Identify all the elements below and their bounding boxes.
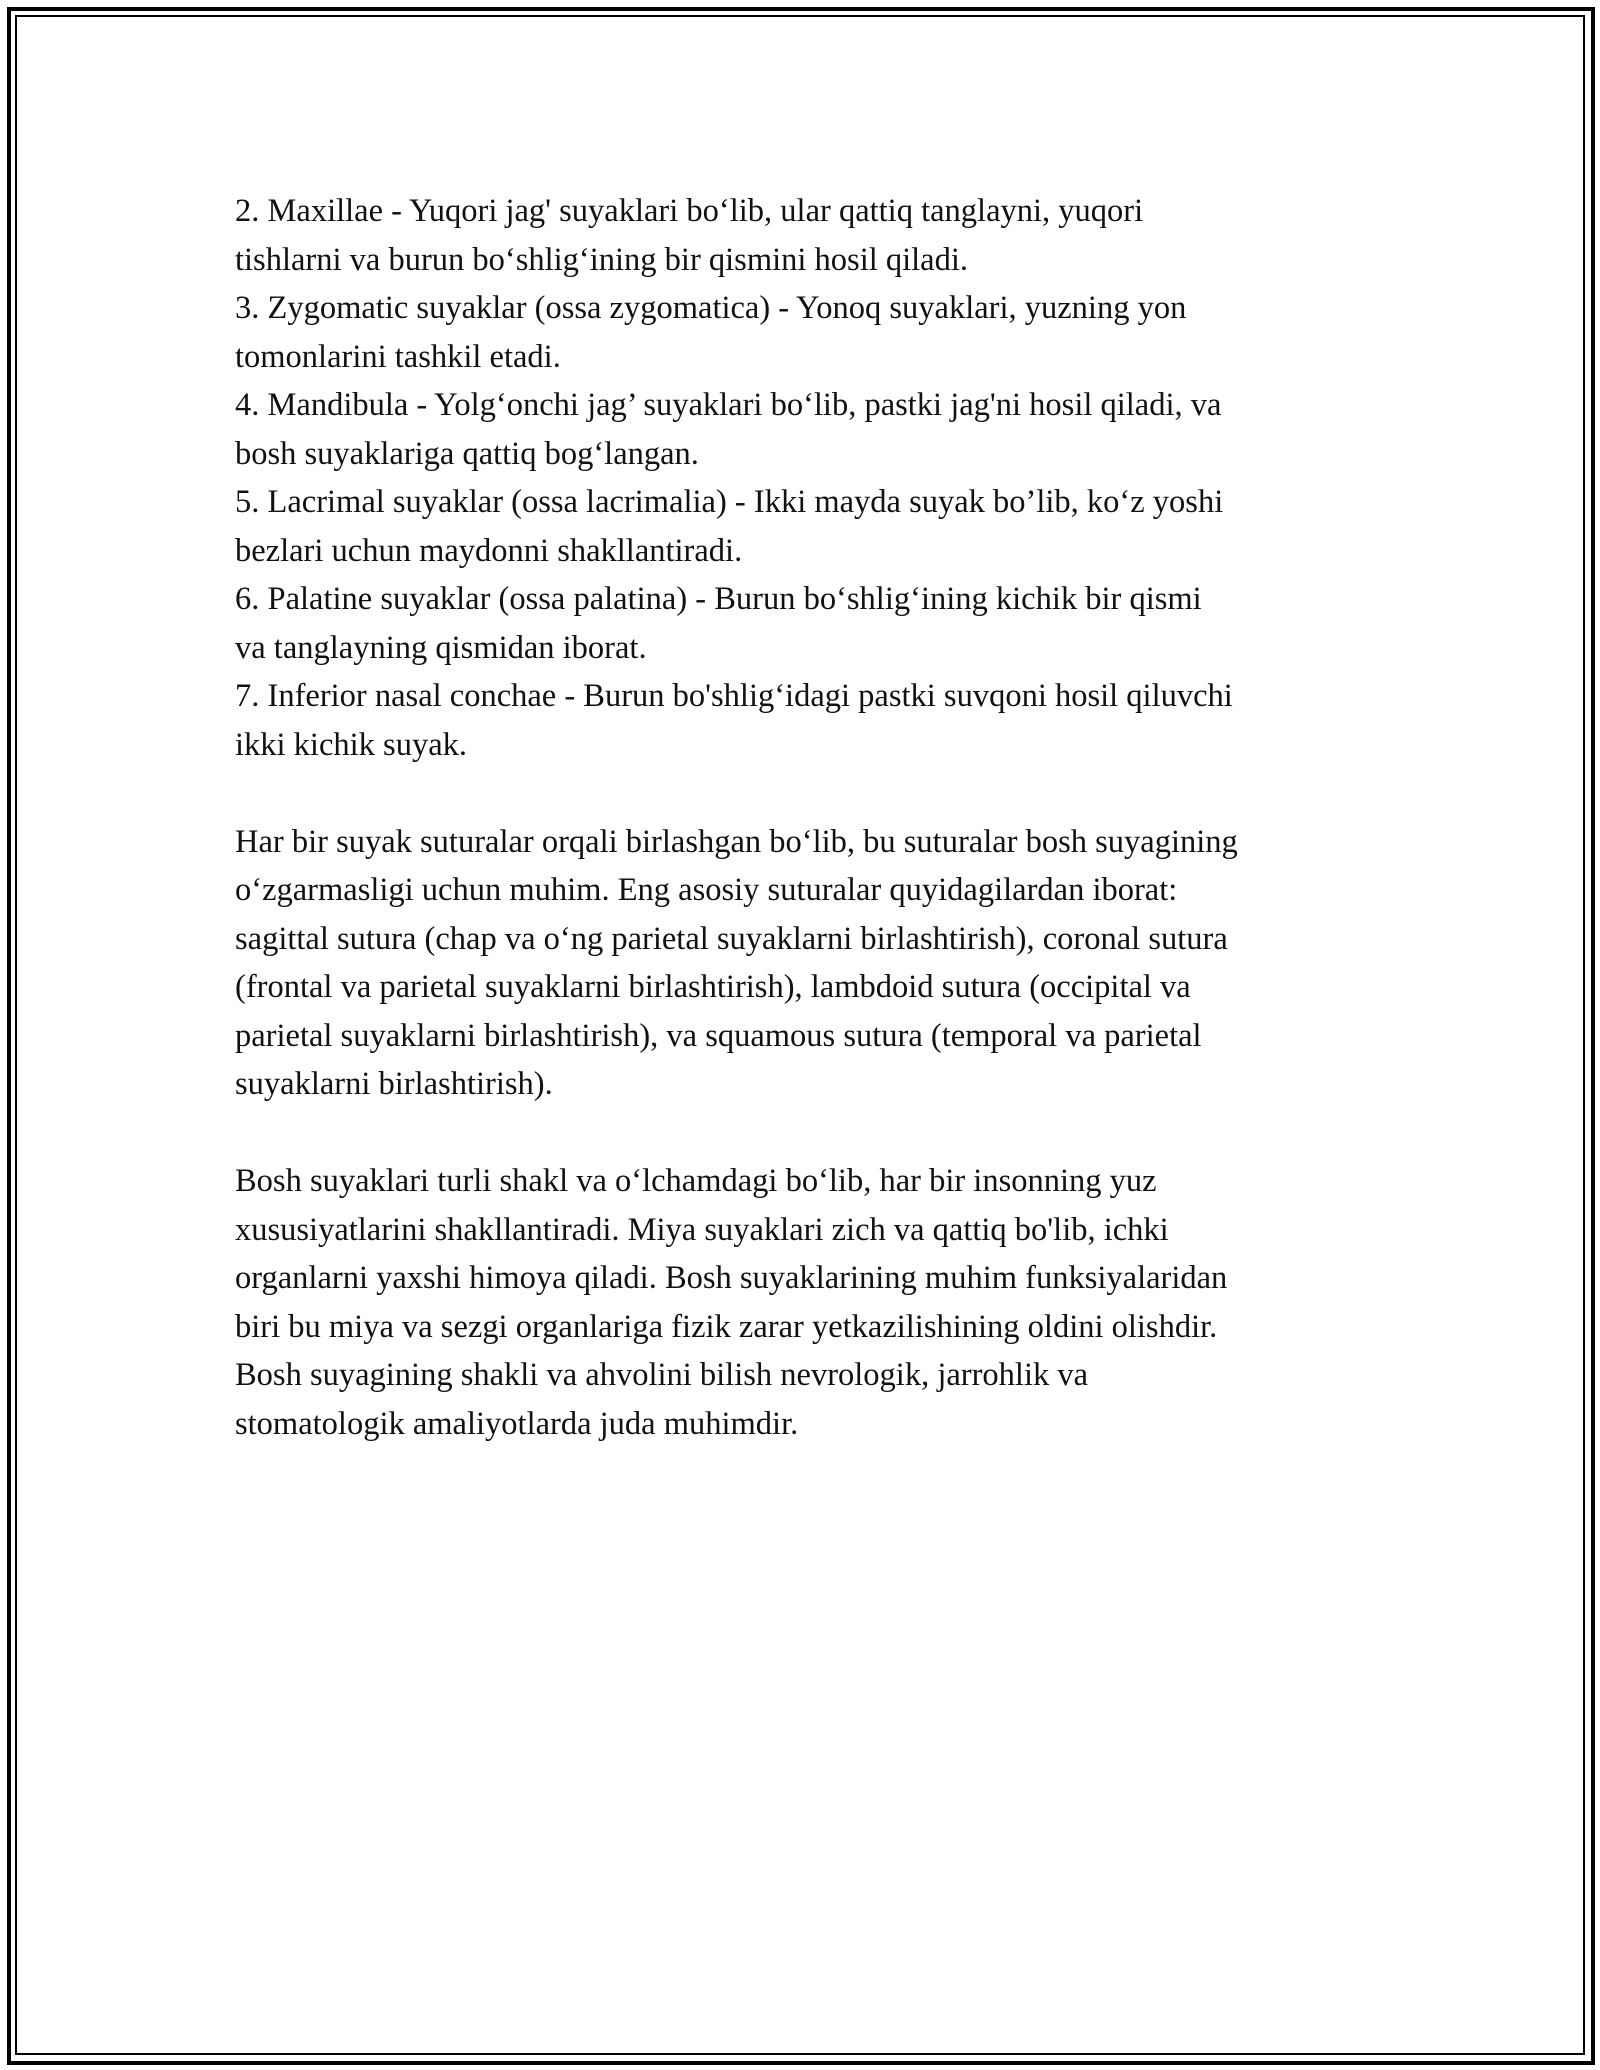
text-line: sagittal sutura (chap va o‘ng parietal suyaklarni birlashtirish), coronal sutura (235, 920, 1228, 957)
text-line: suyaklarni birlashtirish). (235, 1066, 553, 1102)
text-line: 2. Maxillae - Yuqori jag' suyaklari bo‘lib, ular qattiq tanglayni, yuqori (235, 193, 1144, 229)
document-body (235, 187, 1375, 1448)
text-line: parietal suyaklarni birlashtirish), va squamous sutura (temporal va parietal (235, 1017, 1202, 1054)
text-line: bezlari uchun maydonni shakllantiradi. (235, 532, 743, 569)
text-line: xususiyatlarini shakllantiradi. Miya suyaklari zich va qattiq bo'lib, ichki (235, 1211, 1169, 1248)
bone-list (235, 187, 1375, 769)
list-item-lacrimal (235, 478, 1375, 575)
list-item-palatine (235, 575, 1375, 672)
text-line: stomatologik amaliyotlarda juda muhimdir. (235, 1405, 799, 1442)
text-line: Bosh suyagining shakli va ahvolini bilish nevrologik, jarrohlik va (235, 1357, 1089, 1393)
list-item-maxillae (235, 187, 1375, 284)
text-line: 3. Zygomatic suyaklar (ossa zygomatica) - Yonoq suyaklari, yuzning yon (235, 290, 1187, 326)
list-item-mandibula (235, 381, 1375, 478)
text-line: biri bu miya va sezgi organlariga fizik zarar yetkazilishining oldini olishdir. (235, 1308, 1218, 1345)
text-line: tomonlarini tashkil etadi. (235, 338, 561, 375)
list-item-inferior-nasal-conchae (235, 672, 1375, 769)
text-line: (frontal va parietal suyaklarni birlashtirish), lambdoid sutura (occipital va (235, 969, 1191, 1005)
text-line: bosh suyaklariga qattiq bog‘langan. (235, 435, 699, 472)
text-line: 6. Palatine suyaklar (ossa palatina) - Burun bo‘shlig‘ining kichik bir qismi (235, 581, 1202, 617)
list-item-zygomatic (235, 284, 1375, 381)
text-line: Har bir suyak suturalar orqali birlashgan bo‘lib, bu suturalar bosh suyagining (235, 823, 1238, 860)
text-line: Bosh suyaklari turli shakl va o‘lchamdagi bo‘lib, har bir insonning yuz (235, 1163, 1157, 1199)
text-line: 7. Inferior nasal conchae - Burun bo'shlig‘idagi pastki suvqoni hosil qiluvchi (235, 678, 1233, 714)
text-line: va tanglayning qismidan iborat. (235, 629, 647, 666)
text-line: 4. Mandibula - Yolg‘onchi jag’ suyaklari bo‘lib, pastki jag'ni hosil qiladi, va (235, 387, 1222, 423)
text-line: ikki kichik suyak. (235, 726, 467, 763)
text-line: organlarni yaxshi himoya qiladi. Bosh suyaklarining muhim funksiyalaridan (235, 1260, 1228, 1296)
text-line: o‘zgarmasligi uchun muhim. Eng asosiy suturalar quyidagilardan iborat: (235, 872, 1178, 908)
text-line: 5. Lacrimal suyaklar (ossa lacrimalia) - Ikki mayda suyak bo’lib, ko‘z yoshi (235, 484, 1224, 520)
paragraph-summary (235, 1157, 1375, 1448)
paragraph-sutures (235, 818, 1375, 1109)
text-line: tishlarni va burun bo‘shlig‘ining bir qismini hosil qiladi. (235, 241, 969, 278)
